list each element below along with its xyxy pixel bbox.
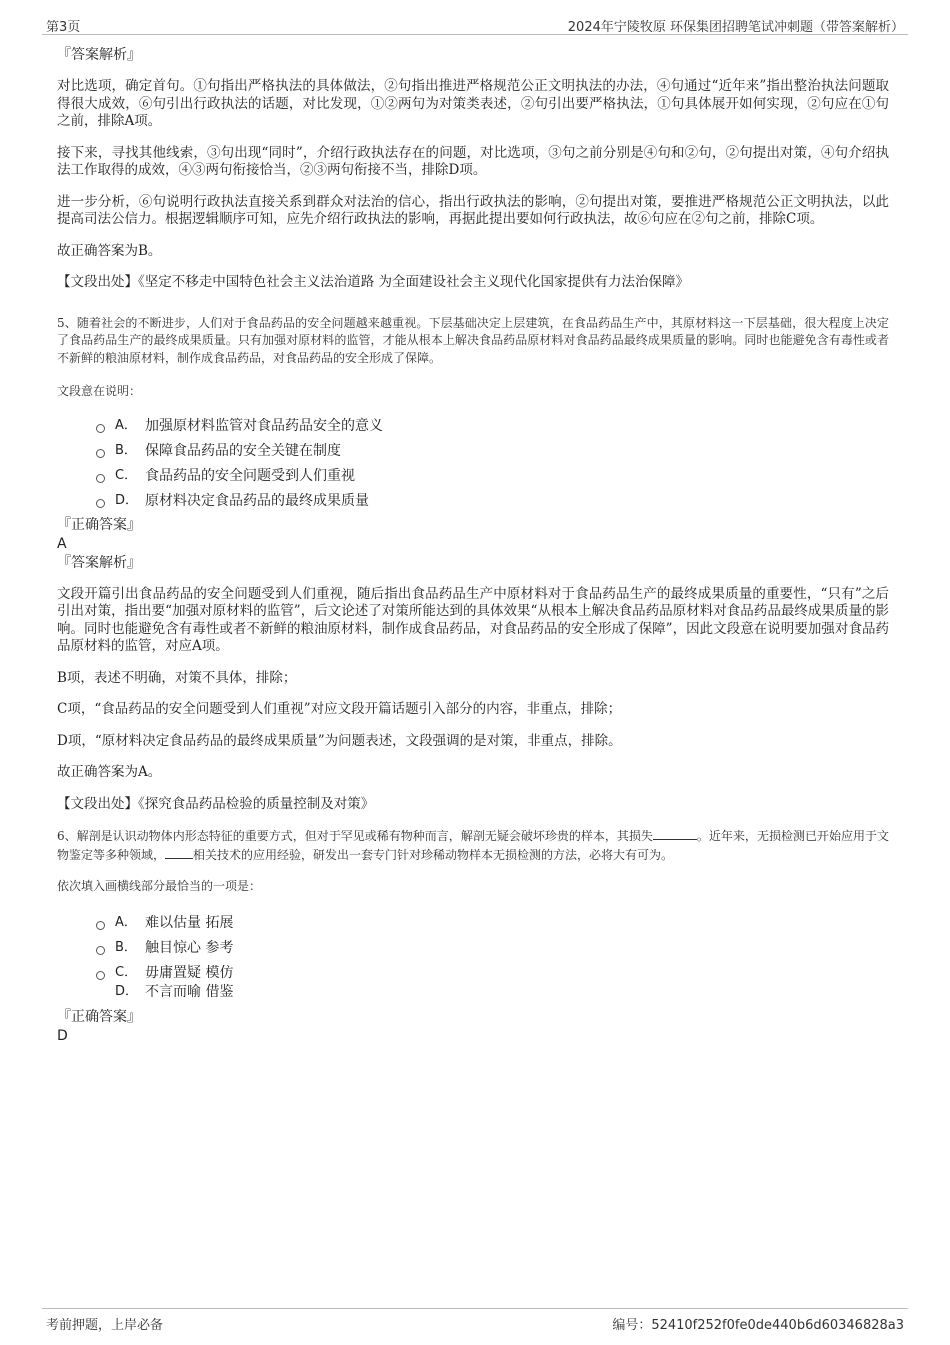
q4-answer-line: 故正确答案为B。	[57, 242, 162, 259]
q5-analysis-p1: 文段开篇引出食品药品的安全问题受到人们重视，随后指出食品药品生产中原材料对于食品药品生产的最终成果质量的重要性，“只有”之后引出对策，指出要“加强对原材料的监管”，后文论述了对策所能达到的具体效果“从根本上解决食品药品原材料对食品药品最终成果质量的影响。同时也能避免含有毒性或者不新鲜的粮油原材料，制作成食品药品，对食品药品的安全形成了保障”，因此文段意在说明要加强对食品药品原材料的监管，对应A项。	[57, 585, 889, 654]
q4-source: 【文段出处】《坚定不移走中国特色社会主义法治道路 为全面建设社会主义现代化国家提供有力法治保障》	[57, 274, 690, 290]
q4-analysis-p2: 接下来，寻找其他线索，③句出现“同时”，介绍行政执法存在的问题，对比选项，③句之前分别是④句和②句，②句提出对策，④句介绍执法工作取得的成效，④③两句衔接恰当，②③两句衔接不当，排除D项。	[57, 144, 889, 178]
q5-analysis-p2: B项，表述不明确，对策不具体，排除；	[57, 669, 297, 686]
q5-option-c[interactable]: C． 食品药品的安全问题受到人们重视	[57, 466, 889, 491]
radio-icon[interactable]	[96, 424, 105, 433]
radio-icon[interactable]	[96, 921, 105, 930]
q6-correct-answer: D	[57, 1027, 68, 1044]
footer-slogan: 考前押题，上岸必备	[46, 1318, 164, 1333]
q6-option-a[interactable]: A． 难以估量 拓展	[57, 913, 889, 938]
fill-blank-1	[653, 827, 697, 840]
q5-analysis-p4: D项，“原材料决定食品药品的最终成果质量”为问题表述，文段强调的是对策，非重点，排除。	[57, 732, 622, 749]
q5-prompt: 文段意在说明：	[57, 384, 142, 398]
document-title: 2024年宁陵牧原 环保集团招聘笔试冲刺题（带答案解析）	[567, 20, 904, 35]
radio-icon[interactable]	[96, 449, 105, 458]
q4-analysis-p1: 对比选项，确定首句。①句指出严格执法的具体做法，②句指出推进严格规范公正文明执法的办法，④句通过“近年来”指出整治执法问题取得很大成效，⑥句引出行政执法的话题，对比发现，①②两句为对策类表述，②句引出要严格执法，①句具体展开如何实现，②句应在①句之前，排除A项。	[57, 78, 889, 129]
page-number: 第3页	[46, 20, 81, 35]
q6-option-d[interactable]: D． 不言而喻 借鉴	[115, 983, 234, 1000]
q5-answer-line: 故正确答案为A。	[57, 764, 162, 780]
document-code: 编号：52410f252f0fe0de440b6d60346828a3	[612, 1318, 904, 1333]
page-header	[42, 14, 908, 35]
q5-analysis-label: 『答案解析』	[57, 554, 141, 571]
radio-icon[interactable]	[96, 946, 105, 955]
q6-prompt: 依次填入画横线部分最恰当的一项是：	[57, 879, 262, 893]
q5-option-a[interactable]: A． 加强原材料监管对食品药品安全的意义	[57, 416, 889, 441]
radio-icon[interactable]	[96, 971, 105, 980]
q5-correct-label: 『正确答案』	[57, 516, 141, 533]
fill-blank-2	[165, 846, 193, 859]
q6-options	[57, 913, 889, 1004]
page-footer	[42, 1308, 908, 1333]
q5-analysis-p3: C项，“食品药品的安全问题受到人们重视”对应文段开篇话题引入部分的内容，非重点，排除；	[57, 701, 622, 717]
q5-option-b[interactable]: B． 保障食品药品的安全关键在制度	[57, 441, 889, 466]
q5-stem: 5、随着社会的不断进步，人们对于食品药品的安全问题越来越重视。下层基础决定上层建筑，在食品药品生产中，其原材料这一下层基础，很大程度上决定了食品药品生产的最终成果质量。只有加强对原材料的监管，才能从根本上解决食品药品原材料对食品药品最终成果质量的影响。同时也能避免含有毒性或者不新鲜的粮油原材料，制作成食品药品，对食品药品的安全形成了保障。	[57, 315, 889, 365]
q6-option-b[interactable]: B． 触目惊心 参考	[57, 938, 889, 963]
q6-stem: 6、解剖是认识动物体内形态特征的重要方式，但对于罕见或稀有物种而言，解剖无疑会破坏珍贵的样本，其损失 。近年来，无损检测已开始应用于文物鉴定等多种领域， 相关技术的应用经验，研发出一套专门针对珍稀动物样本无损检测的方法，必将大有可为。	[57, 829, 889, 862]
page-content	[57, 46, 889, 1046]
q6-option-c[interactable]: C． 毋庸置疑 模仿	[57, 963, 889, 982]
q5-option-d[interactable]: D． 原材料决定食品药品的最终成果质量	[57, 491, 889, 516]
q6-correct-label: 『正确答案』	[57, 1008, 141, 1025]
q4-analysis-p3: 进一步分析，⑥句说明行政执法直接关系到群众对法治的信心，指出行政执法的影响，②句提出对策，要推进严格规范公正文明执法，以此提高司法公信力。根据逻辑顺序可知，应先介绍行政执法的影响，再据此提出要如何行政执法，故⑥句应在②句之前，排除C项。	[57, 193, 889, 227]
q5-source: 【文段出处】《探究食品药品检验的质量控制及对策》	[57, 795, 375, 812]
q5-options	[57, 416, 889, 516]
radio-icon[interactable]	[96, 474, 105, 483]
radio-icon[interactable]	[96, 499, 105, 508]
q4-analysis-label: 『答案解析』	[57, 47, 141, 63]
q5-correct-answer: A	[57, 535, 67, 552]
